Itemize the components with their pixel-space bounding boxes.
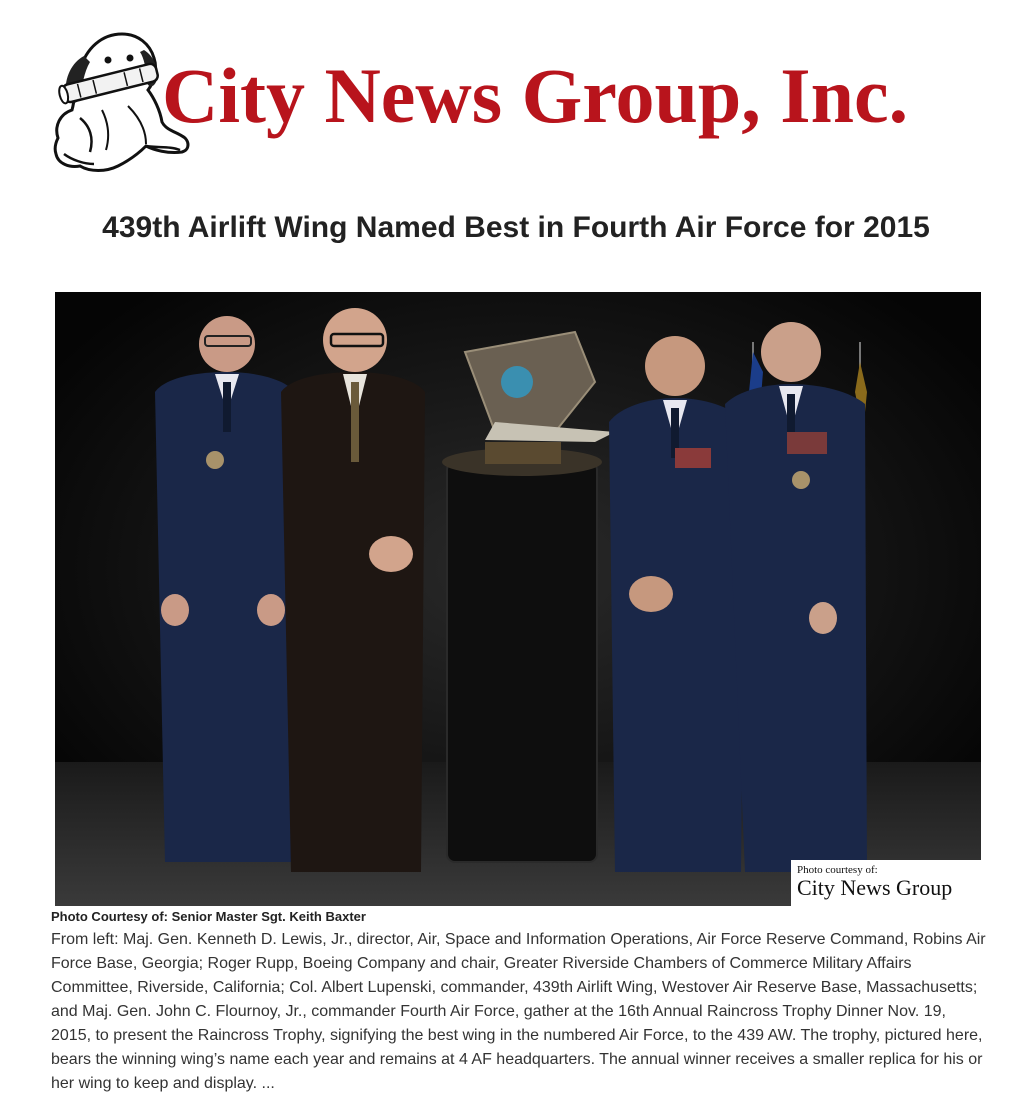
group-photo bbox=[55, 292, 981, 906]
watermark-label: Photo courtesy of: bbox=[797, 864, 878, 876]
person-3 bbox=[609, 336, 745, 872]
person-1 bbox=[155, 316, 299, 862]
article-photo bbox=[55, 292, 981, 906]
photo-caption: From left: Maj. Gen. Kenneth D. Lewis, Jr., director, Air, Space and Information Operations, Air Force Reserve Command, Robins Air Force Base, Georgia; Roger Rupp, Boeing Company and chair, Greater Riverside Chambers of Commerce Military Affairs Committee, Riverside, California; Col. Albert Lupenski, commander, 439th Airlift Wing, Westover Air Reserve Base, Massachusetts; and Maj. Gen. John C. Flournoy, Jr., commander Fourth Air Force, gather at the 16th Annual Raincross Trophy Dinner Nov. 19, 2015, to present the Raincross Trophy, signifying the best wing in the numbered Air Force, to the 439 AW. The trophy, pictured here, bears the winning wing’s name each year and remains at 4 AF headquarters. The annual winner receives a smaller replica for his or her wing to keep and display. ... bbox=[51, 931, 986, 1092]
masthead bbox=[50, 26, 980, 176]
photo-credit: Photo Courtesy of: Senior Master Sgt. Keith Baxter bbox=[51, 909, 366, 924]
photo-watermark bbox=[791, 860, 981, 906]
article-headline: 439th Airlift Wing Named Best in Fourth Air Force for 2015 bbox=[102, 211, 930, 244]
person-4 bbox=[725, 322, 867, 872]
person-2 bbox=[281, 308, 425, 872]
brand-name: City News Group, Inc. bbox=[162, 52, 909, 139]
watermark-brand: City News Group bbox=[797, 875, 953, 900]
